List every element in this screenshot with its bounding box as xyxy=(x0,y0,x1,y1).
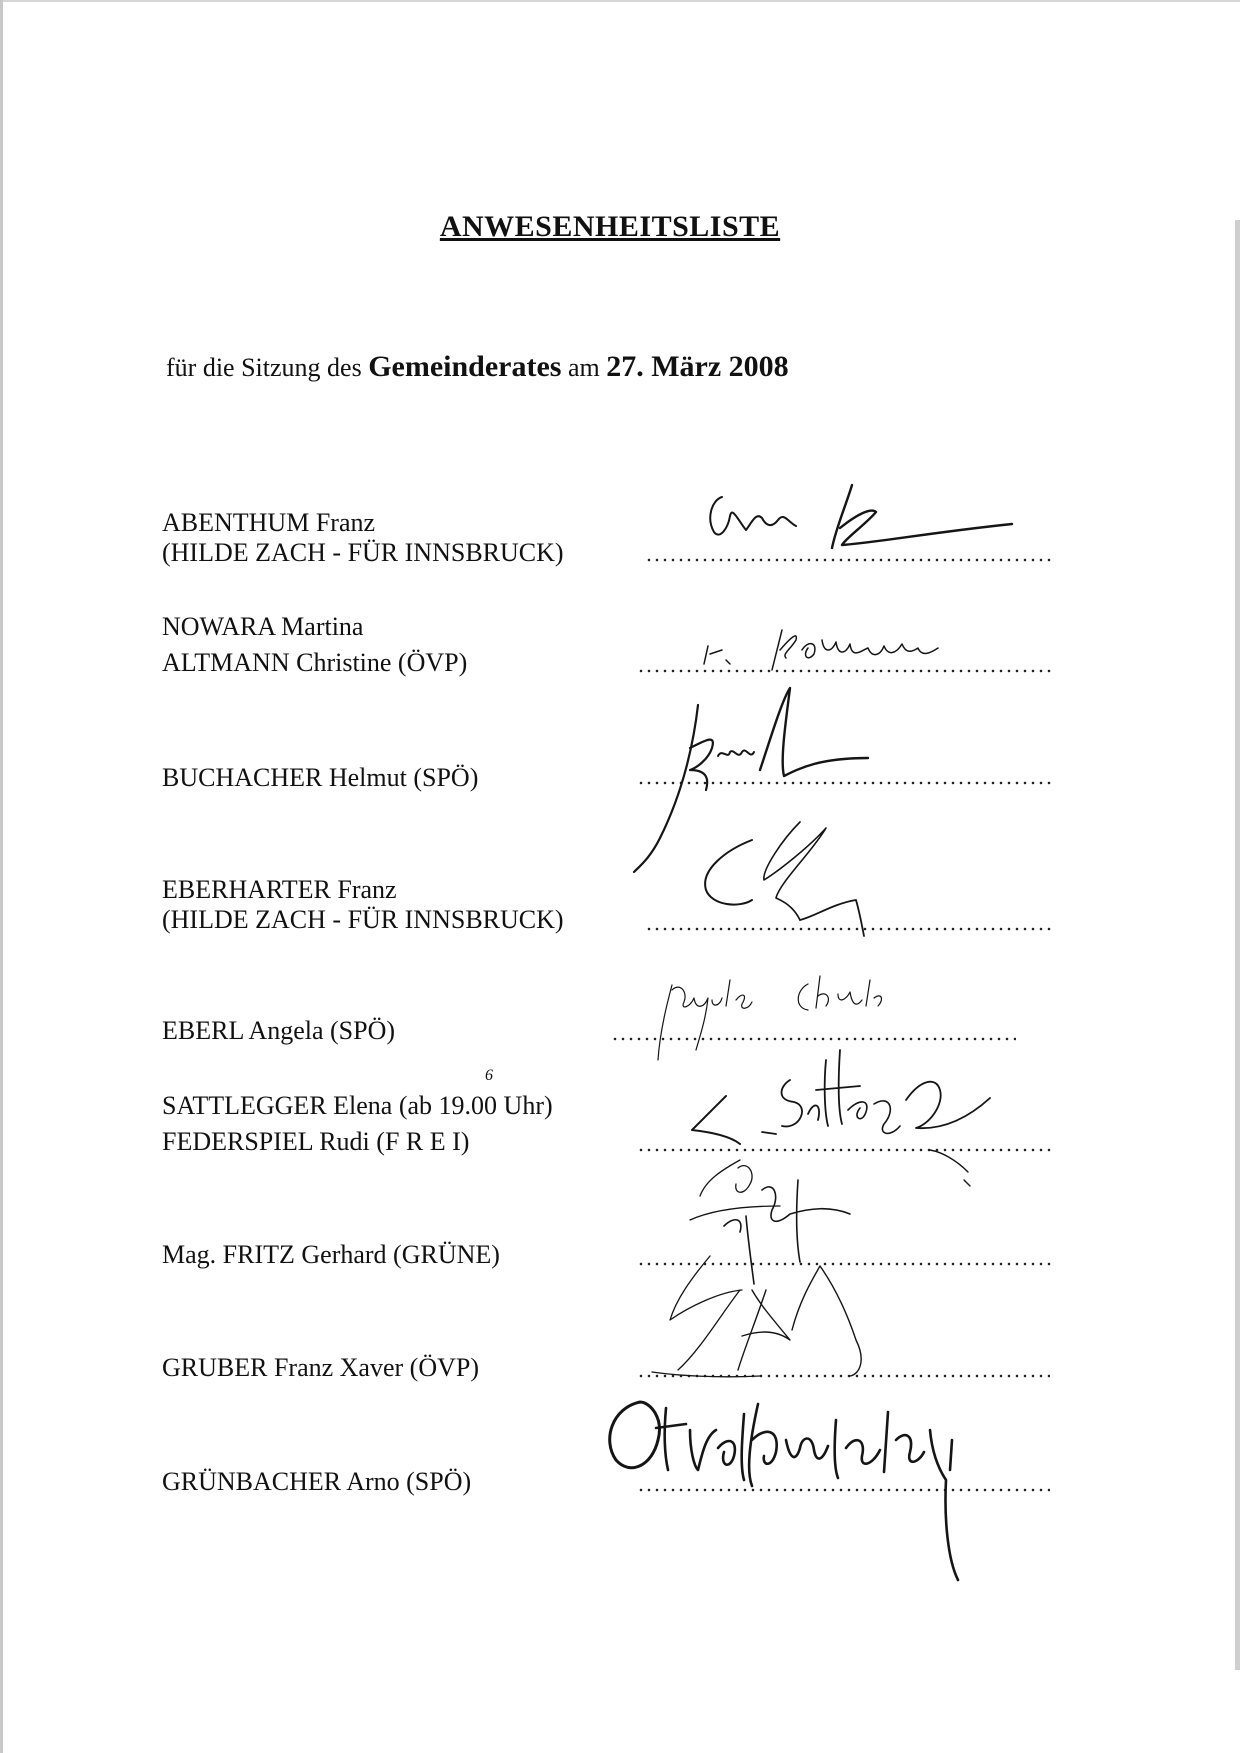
signature-buchacher xyxy=(634,688,868,872)
signature-line-9 xyxy=(637,1488,1050,1492)
attendee-1-group: (HILDE ZACH - FÜR INNSBRUCK) xyxy=(162,538,564,567)
signature-nowara xyxy=(704,630,938,670)
signature-line-6 xyxy=(637,1148,1052,1152)
time-correction: 6 xyxy=(485,1067,493,1084)
signature-fritz xyxy=(670,1256,742,1370)
signature-eberl xyxy=(658,976,881,1060)
subtitle-body: Gemeinderates xyxy=(368,350,562,383)
signature-line-7 xyxy=(637,1262,1052,1266)
document-subtitle xyxy=(166,350,789,384)
attendee-2-name: NOWARA Martina xyxy=(162,612,364,641)
attendee-4-name: EBERHARTER Franz xyxy=(162,875,397,904)
signature-abenthum xyxy=(710,485,1012,548)
attendee-4-group: (HILDE ZACH - FÜR INNSBRUCK) xyxy=(162,905,564,934)
signature-line-5 xyxy=(611,1037,1016,1041)
subtitle-date: 27. März 2008 xyxy=(606,350,789,383)
attendee-3-name: BUCHACHER Helmut (SPÖ) xyxy=(162,763,479,792)
attendee-6-name-b: FEDERSPIEL Rudi (F R E I) xyxy=(162,1127,470,1156)
subtitle-middle: am xyxy=(567,353,600,382)
attendee-5-name: EBERL Angela (SPÖ) xyxy=(162,1016,396,1045)
scan-edge-right xyxy=(1235,220,1240,1670)
attendee-7-name: Mag. FRITZ Gerhard (GRÜNE) xyxy=(162,1240,500,1269)
scan-edge-top xyxy=(0,0,1240,2)
signature-sattlegger xyxy=(692,1050,990,1186)
signature-line-4 xyxy=(645,927,1052,931)
attendee-2-name-b: ALTMANN Christine (ÖVP) xyxy=(162,648,468,677)
signature-gruber xyxy=(652,1266,861,1377)
subtitle-prefix: für die Sitzung des xyxy=(166,353,362,382)
scan-edge-left xyxy=(0,0,3,1753)
signature-eberharter xyxy=(705,822,864,936)
signature-line-8 xyxy=(637,1374,1050,1378)
document-title: ANWESENHEITSLISTE xyxy=(439,210,781,243)
signature-line-2 xyxy=(637,669,1055,673)
attendee-9-name: GRÜNBACHER Arno (SPÖ) xyxy=(162,1467,472,1496)
attendee-6-name: SATTLEGGER Elena (ab 19.00 Uhr) xyxy=(162,1091,553,1120)
signature-line-3 xyxy=(637,781,1055,785)
attendee-1-name: ABENTHUM Franz xyxy=(162,508,376,537)
attendee-8-name: GRUBER Franz Xaver (ÖVP) xyxy=(162,1353,480,1382)
signature-line-1 xyxy=(645,558,1055,562)
